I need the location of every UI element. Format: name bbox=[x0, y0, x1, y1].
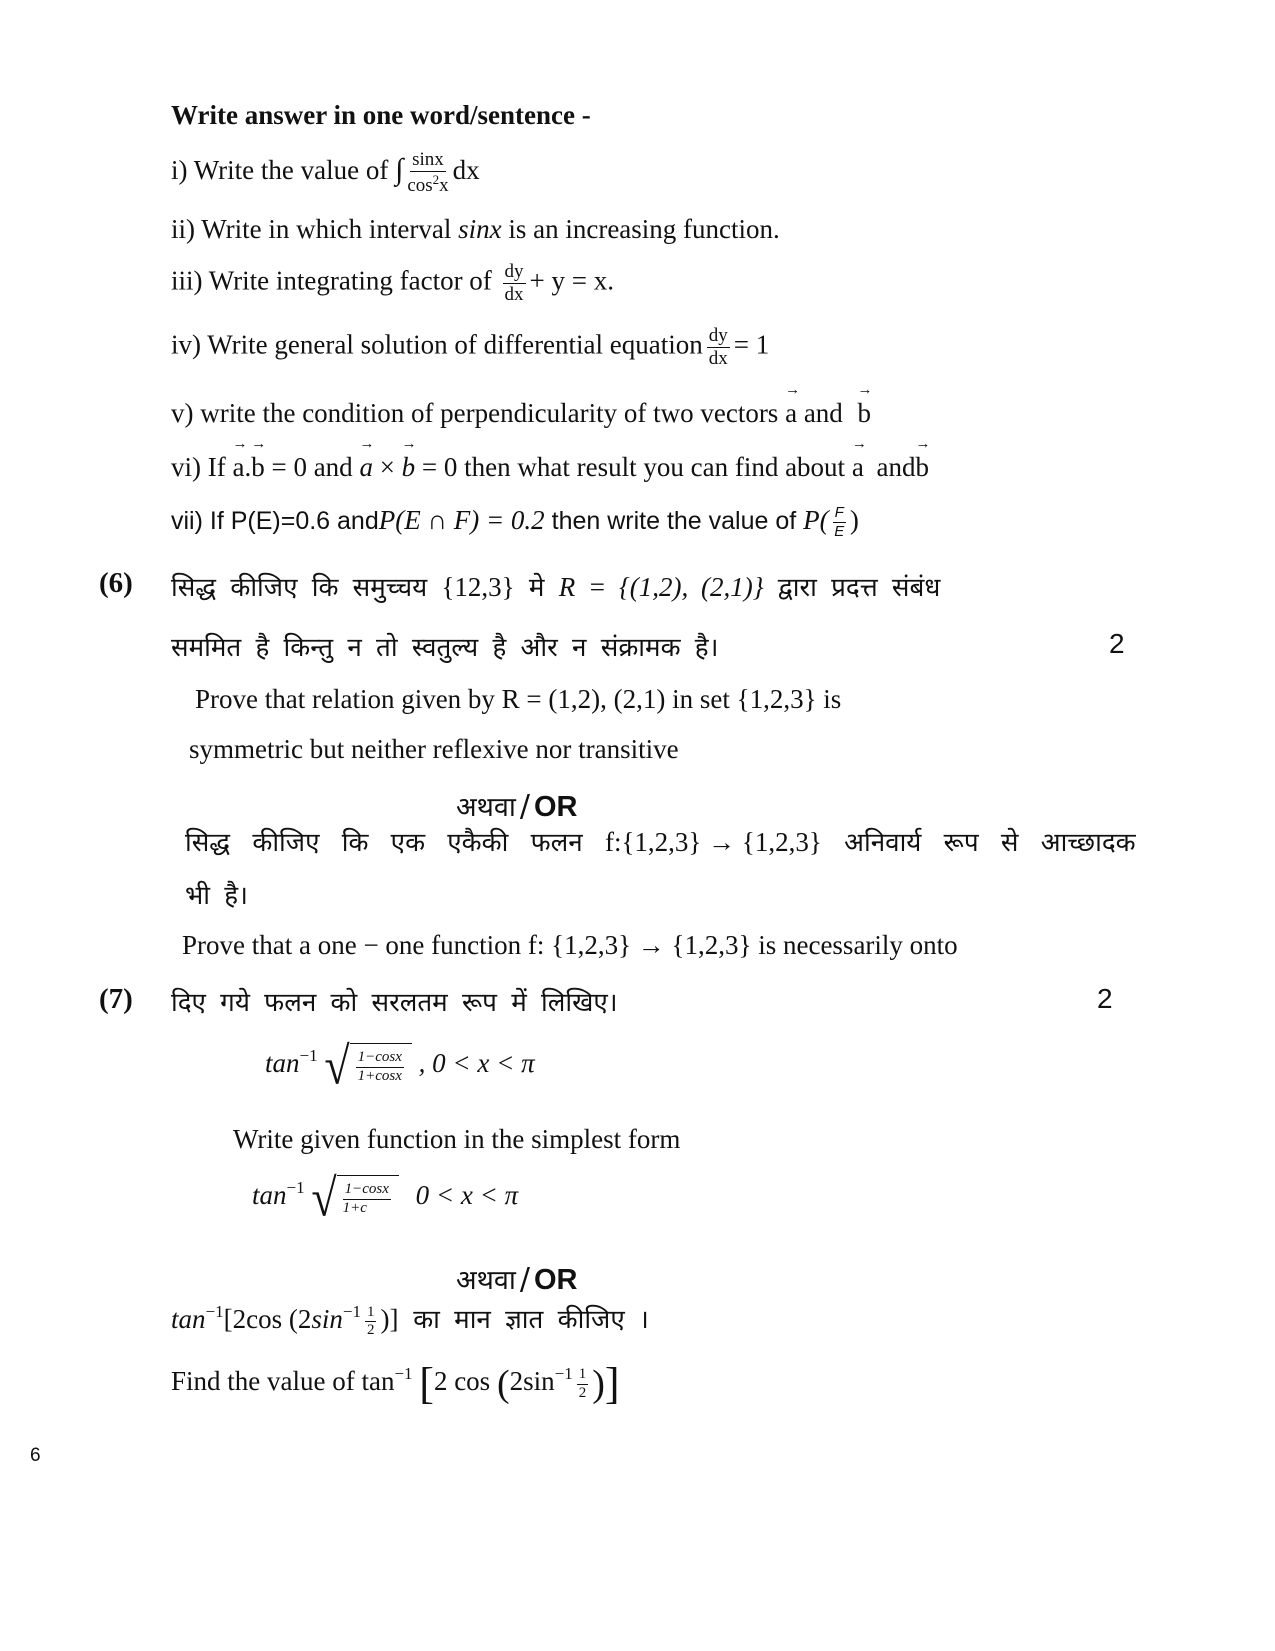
vector-a-italic: → a bbox=[359, 452, 373, 483]
page-number: 6 bbox=[30, 1445, 41, 1466]
q4-prefix: iv) Write general solution of differential equation bbox=[171, 329, 703, 360]
question-number-7: (7) bbox=[99, 983, 133, 1015]
q7-mid: then write the value of bbox=[551, 507, 797, 535]
alt-close: )] bbox=[380, 1304, 399, 1334]
alt-english-denominator: 2 bbox=[578, 1384, 587, 1401]
vector-b: → b bbox=[251, 452, 265, 483]
tan-text: tan bbox=[265, 1048, 300, 1079]
integral-symbol: ∫ bbox=[395, 153, 404, 187]
question-1-4 bbox=[171, 326, 769, 369]
q3-prefix: iii) Write integrating factor of bbox=[171, 265, 492, 296]
q3-suffix: + y = x. bbox=[529, 265, 615, 296]
q7-alt-english bbox=[171, 1359, 620, 1408]
radicand bbox=[350, 1043, 412, 1089]
or-hindi: अथवा bbox=[456, 792, 516, 823]
or-slash: / bbox=[519, 789, 530, 824]
alt-sin-sup: −1 bbox=[342, 1302, 361, 1321]
q2-var: sinx bbox=[458, 214, 502, 244]
q7-p-open: P( bbox=[803, 505, 829, 535]
q1-prefix: i) Write the value of bbox=[171, 155, 389, 186]
q1-den-sup: 2 bbox=[432, 171, 440, 187]
q7-fraction bbox=[833, 505, 846, 540]
expr2-range: 0 < x < π bbox=[415, 1180, 519, 1211]
q6-alt-hindi-b: अनिवार्य रूप से आच्छादक bbox=[844, 828, 1136, 858]
square-root bbox=[311, 1168, 399, 1227]
section-heading: Write answer in one word/sentence - bbox=[171, 100, 591, 130]
alt-tan: tan bbox=[171, 1304, 206, 1334]
q3-denominator: dx bbox=[504, 283, 524, 305]
alt-sin: sin bbox=[311, 1304, 343, 1334]
tan-inverse-sup: −1 bbox=[286, 1178, 305, 1198]
question-1-7 bbox=[171, 505, 859, 540]
q6-alt-function: f:{1,2,3} → {1,2,3} bbox=[604, 827, 822, 857]
q6-alt-hindi-line-2: भी है। bbox=[185, 881, 248, 911]
dot-symbol: . bbox=[244, 452, 252, 482]
q7-marks: 2 bbox=[1097, 983, 1113, 1014]
paren-open: ( bbox=[496, 1363, 510, 1405]
q4-fraction bbox=[707, 326, 730, 369]
q4-numerator: dy bbox=[708, 325, 728, 346]
alt-english-cos: 2 cos bbox=[433, 1366, 491, 1397]
alt-denominator: 2 bbox=[366, 1322, 375, 1339]
expr1-fraction bbox=[356, 1050, 404, 1085]
q6-hindi-line-2: सममित है किन्तु न तो स्वतुल्य है और न संक्रामक है। bbox=[171, 633, 719, 663]
q2-suffix: is an increasing function. bbox=[508, 214, 780, 244]
q1-numerator: sinx bbox=[412, 149, 444, 170]
q6-hindi-c: द्वारा प्रदत्त संबंध bbox=[777, 573, 941, 603]
q6-prefix: vi) If bbox=[171, 452, 226, 482]
q7-prefix: vii) If P(E)=0.6 and bbox=[171, 507, 379, 535]
or-slash: / bbox=[519, 1262, 530, 1297]
expr2-denominator: 1+c bbox=[342, 1200, 367, 1216]
q6-hindi-relation: R = {(1,2), (2,1)} bbox=[558, 572, 764, 602]
alt-english-prefix: Find the value of tan bbox=[171, 1366, 395, 1397]
alt-numerator: 1 bbox=[365, 1305, 377, 1323]
q7-expression-1 bbox=[265, 1036, 535, 1095]
alt-hindi: का मान ज्ञात कीजिए । bbox=[413, 1305, 649, 1335]
q1-fraction bbox=[407, 150, 448, 196]
q6-english-line-2: symmetric but neither reflexive nor transitive bbox=[189, 734, 679, 764]
vector-a: → a bbox=[852, 452, 864, 483]
q6-mid: = 0 and bbox=[271, 452, 353, 482]
expr1-denominator: 1+cosx bbox=[357, 1068, 402, 1084]
q6-suffix: = 0 then what result you can find about bbox=[421, 452, 846, 482]
question-1-1 bbox=[171, 150, 480, 196]
q7-hindi: दिए गये फलन को सरलतम रूप में लिखिए। bbox=[171, 988, 618, 1018]
q1-den-cos: cos bbox=[407, 174, 433, 196]
q7-or-divider bbox=[456, 1260, 578, 1297]
or-hindi: अथवा bbox=[456, 1265, 516, 1296]
vector-b: → b bbox=[916, 452, 930, 483]
q6-alt-english: Prove that a one − one function f: {1,2,3} → {1,2,3} is necessarily onto bbox=[182, 930, 958, 960]
q6-alt-hindi-a: सिद्ध कीजिए कि एक एकैकी फलन bbox=[185, 828, 583, 858]
q7-expression-2 bbox=[252, 1168, 519, 1227]
alt-fraction bbox=[365, 1305, 377, 1340]
alt-tan-sup: −1 bbox=[205, 1302, 224, 1321]
radical-icon: √ bbox=[311, 1168, 337, 1227]
question-number-6: (6) bbox=[99, 567, 133, 599]
alt-english-fraction bbox=[577, 1367, 589, 1402]
q3-fraction bbox=[503, 262, 526, 305]
radical-icon: √ bbox=[324, 1036, 350, 1095]
q6-hindi-line-1 bbox=[171, 568, 940, 604]
q6-hindi-set: {12,3} bbox=[441, 572, 515, 602]
q6-alt-hindi-line-1 bbox=[185, 823, 1136, 859]
alt-english-sin: 2sin bbox=[509, 1366, 555, 1397]
alt-english-numerator: 1 bbox=[577, 1367, 589, 1385]
vector-a: → a bbox=[785, 398, 797, 429]
q6-marks: 2 bbox=[1109, 628, 1125, 659]
q7-denominator: E bbox=[834, 522, 845, 540]
q2-prefix: ii) Write in which interval bbox=[171, 214, 452, 244]
q7-english: Write given function in the simplest form bbox=[233, 1124, 681, 1154]
q1-den-x: x bbox=[439, 174, 449, 196]
question-1-3 bbox=[171, 262, 614, 305]
expr1-range: , 0 < x < π bbox=[418, 1048, 535, 1079]
vector-b: → b bbox=[858, 398, 872, 429]
q1-suffix: dx bbox=[452, 155, 480, 186]
or-english: OR bbox=[534, 1264, 578, 1296]
question-1-2 bbox=[171, 214, 780, 245]
q6-or-divider bbox=[456, 787, 578, 824]
bracket-close: ] bbox=[604, 1359, 620, 1408]
or-english: OR bbox=[534, 791, 578, 823]
q4-suffix: = 1 bbox=[733, 329, 770, 360]
q5-text: v) write the condition of perpendicularity of two vectors bbox=[171, 398, 779, 428]
q1-denominator bbox=[407, 172, 448, 196]
vector-a: → a bbox=[232, 452, 244, 483]
q7-alt-line bbox=[171, 1300, 649, 1339]
bracket-open: [ bbox=[419, 1359, 434, 1408]
square-root bbox=[324, 1036, 412, 1095]
q7-numerator: F bbox=[834, 504, 844, 522]
q6-english-line-1: Prove that relation given by R = (1,2), (2,1) in set {1,2,3} is bbox=[195, 684, 842, 714]
q4-denominator: dx bbox=[708, 347, 728, 369]
q5-and: and bbox=[803, 398, 843, 428]
cross-symbol: × bbox=[379, 452, 395, 482]
question-1-5 bbox=[171, 398, 871, 429]
q6-and: and bbox=[876, 452, 916, 482]
tan-inverse-sup: −1 bbox=[299, 1046, 318, 1066]
tan-text: tan bbox=[252, 1180, 287, 1211]
q7-p-close: ) bbox=[849, 505, 859, 535]
alt-english-sup: −1 bbox=[394, 1364, 413, 1384]
question-1-6 bbox=[171, 452, 929, 483]
vector-b-italic: → b bbox=[402, 452, 416, 483]
alt-english-sin-sup: −1 bbox=[554, 1364, 573, 1384]
paren-close: ) bbox=[592, 1363, 605, 1405]
radicand bbox=[337, 1175, 399, 1221]
expr2-fraction bbox=[343, 1182, 391, 1217]
alt-expr-a: [2cos (2 bbox=[223, 1304, 312, 1334]
q6-hindi-b: मे bbox=[528, 573, 545, 603]
q7-expression: P(E ∩ F) = 0.2 bbox=[378, 505, 545, 535]
expr2-numerator: 1−cosx bbox=[343, 1182, 391, 1200]
q6-hindi-a: सिद्ध कीजिए कि समुच्चय bbox=[171, 573, 428, 603]
q3-numerator: dy bbox=[504, 261, 524, 282]
expr1-numerator: 1−cosx bbox=[356, 1050, 404, 1068]
